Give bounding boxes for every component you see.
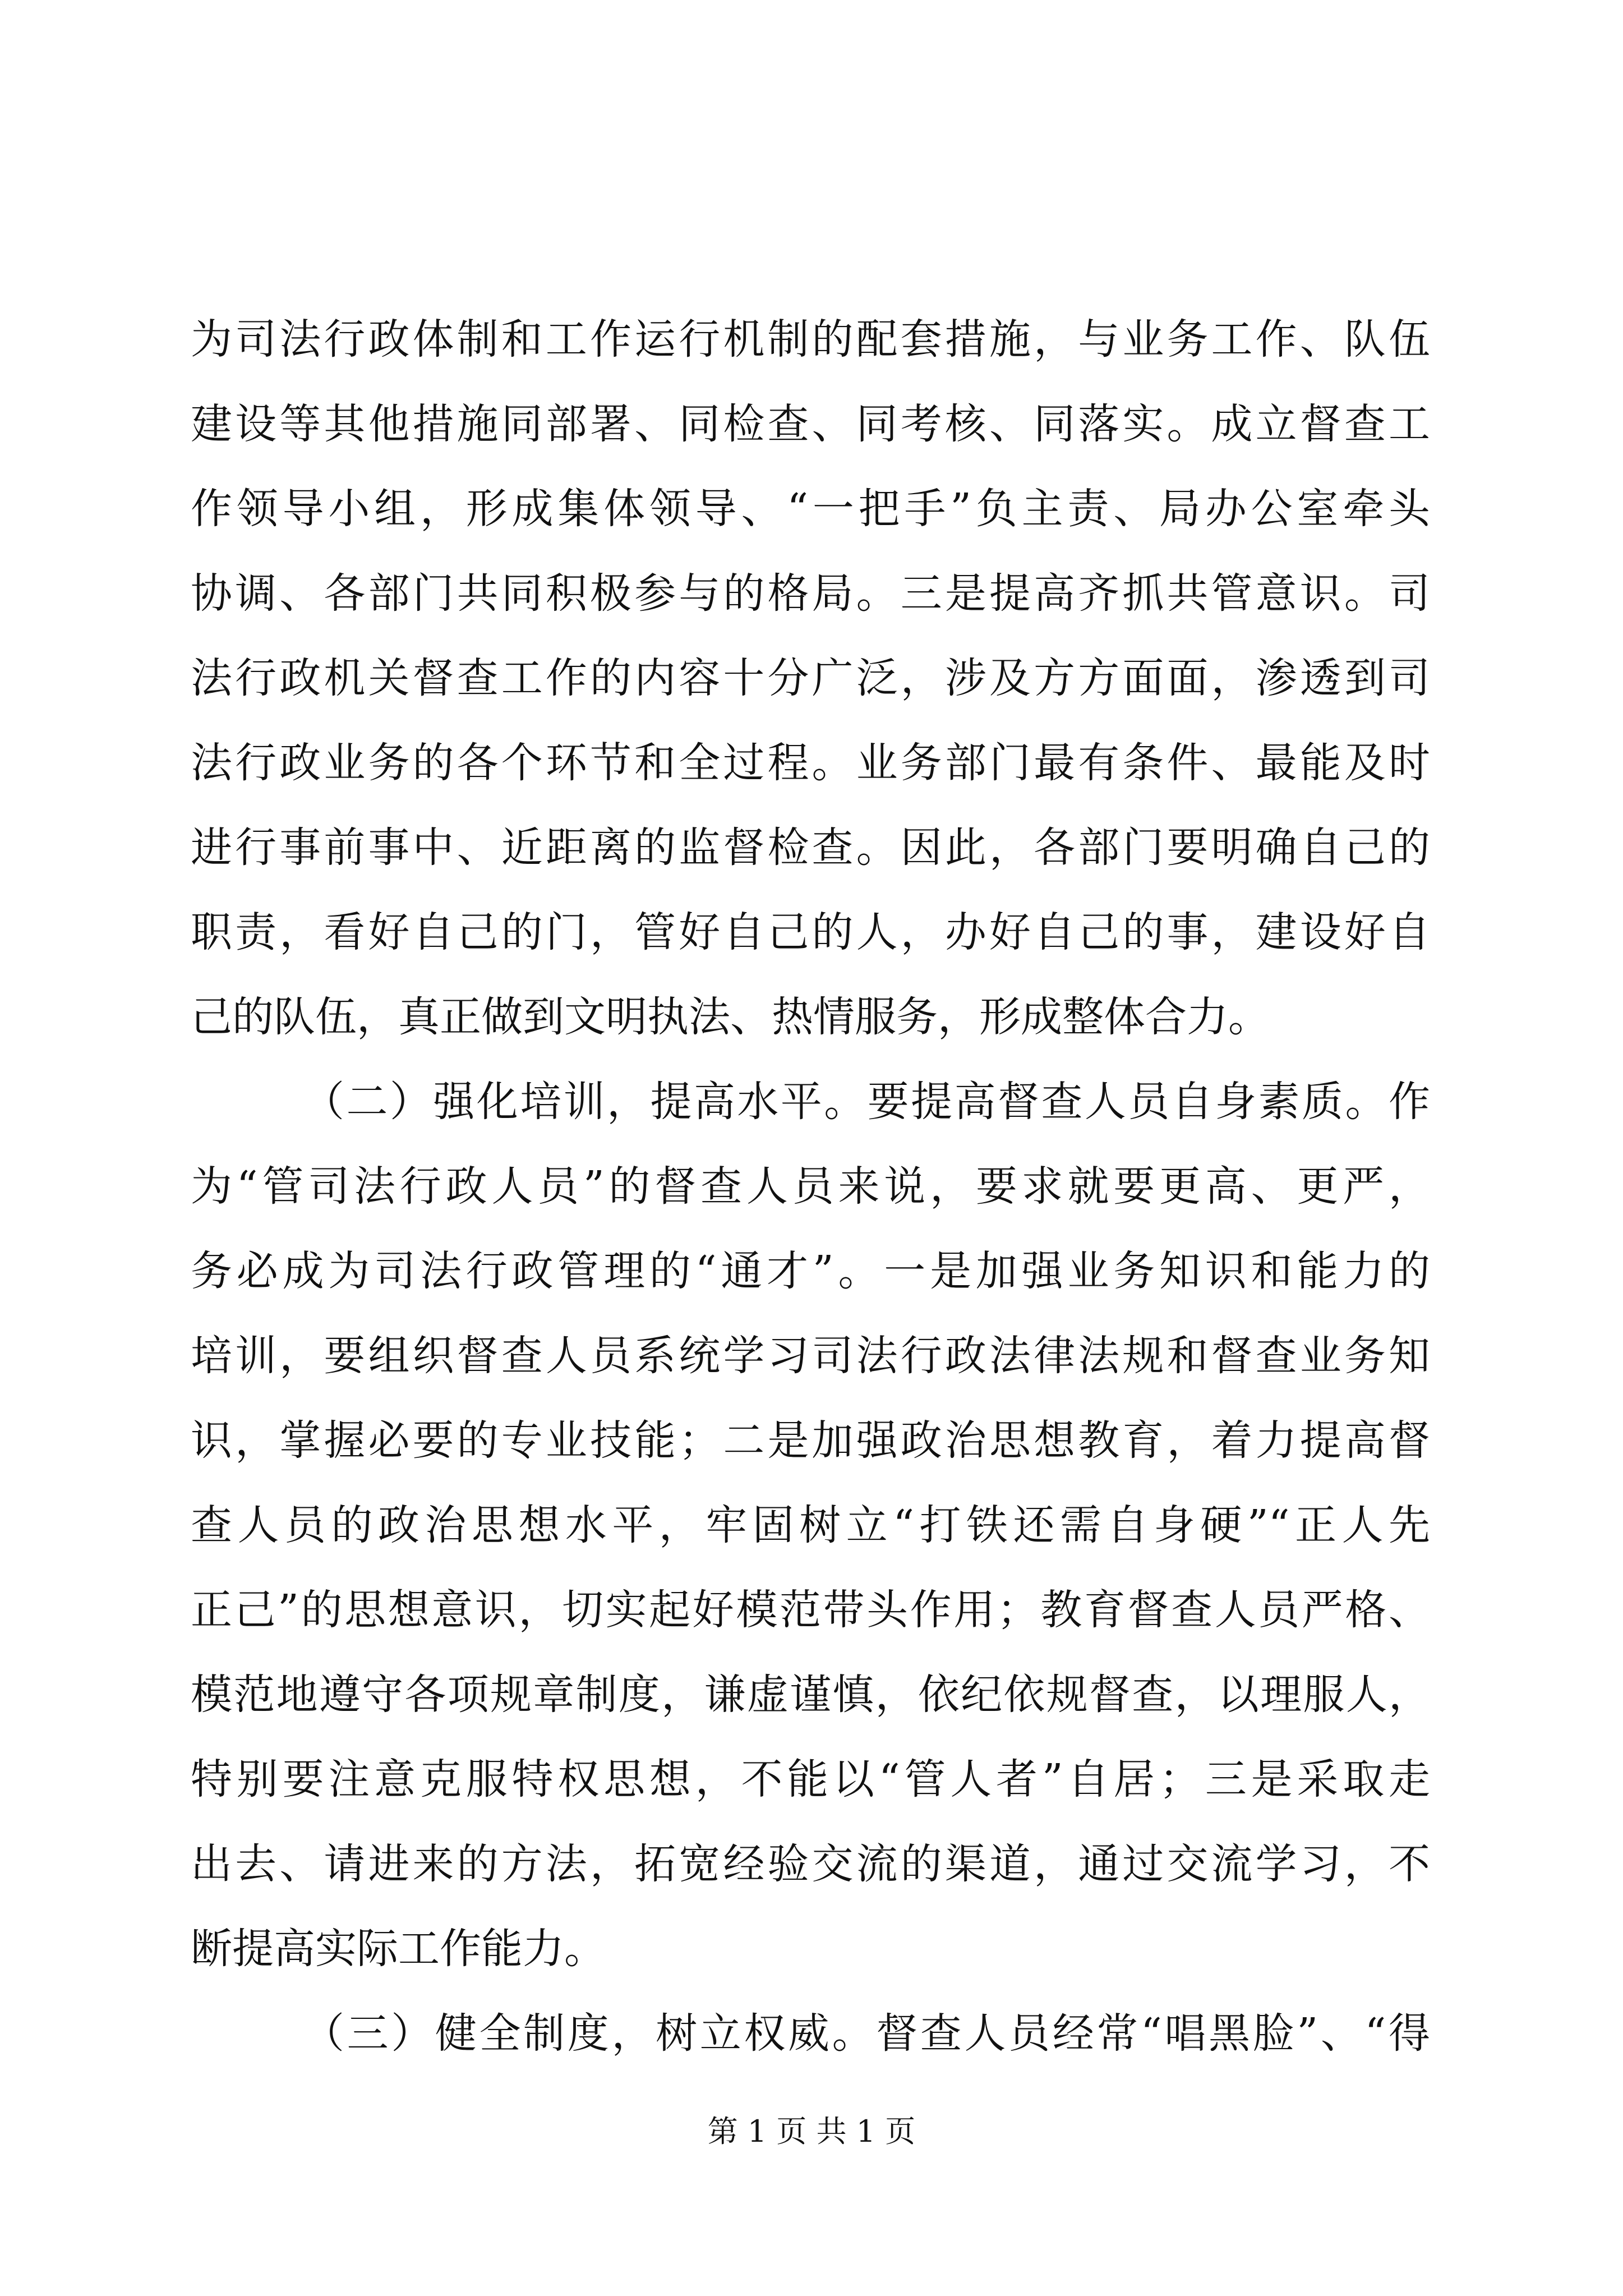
text-line: 建设等其他措施同部署、同检查、同考核、同落实。成立督查工 (191, 400, 1430, 448)
text-line: 职责，看好自己的门，管好自己的人，办好自己的事，建设好自 (191, 908, 1430, 956)
text-line: 法行政业务的各个环节和全过程。业务部门最有条件、最能及时 (191, 739, 1430, 787)
text-line: 为“管司法行政人员”的督查人员来说，要求就要更高、更严， (191, 1162, 1430, 1211)
text-line: 培训，要组织督查人员系统学习司法行政法律法规和督查业务知 (191, 1332, 1430, 1380)
text-line: 法行政机关督查工作的内容十分广泛，涉及方方面面，渗透到司 (191, 654, 1430, 702)
text-line: 进行事前事中、近距离的监督检查。因此，各部门要明确自己的 (191, 823, 1430, 872)
text-line: 正己”的思想意识，切实起好模范带头作用；教育督查人员严格、 (191, 1586, 1430, 1634)
text-line: 模范地遵守各项规章制度，谦虚谨慎，依纪依规督查，以理服人， (191, 1671, 1430, 1719)
page-footer: 第 1 页 共 1 页 (707, 2114, 916, 2149)
text-line: 协调、各部门共同积极参与的格局。三是提高齐抓共管意识。司 (191, 569, 1430, 618)
document-body (191, 297, 1430, 2076)
text-line: 为司法行政体制和工作运行机制的配套措施，与业务工作、队伍 (191, 315, 1430, 364)
section-heading-line: （三）健全制度，树立权威。督查人员经常“唱黑脸”、“得 (303, 2009, 1430, 2058)
text-line: 己的队伍，真正做到文明执法、热情服务，形成整体合力。 (191, 993, 1270, 1041)
text-line: 断提高实际工作能力。 (191, 1925, 606, 1973)
section-heading-line: （二）强化培训，提高水平。要提高督查人员自身素质。作 (303, 1078, 1430, 1126)
text-line: 务必成为司法行政管理的“通才”。一是加强业务知识和能力的 (191, 1247, 1430, 1295)
text-line: 查人员的政治思想水平，牢固树立“打铁还需自身硬”“正人先 (191, 1501, 1430, 1549)
text-line: 特别要注意克服特权思想，不能以“管人者”自居；三是采取走 (191, 1755, 1430, 1803)
text-line: 作领导小组，形成集体领导、“一把手”负主责、局办公室牵头 (191, 485, 1430, 533)
text-line: 出去、请进来的方法，拓宽经验交流的渠道，通过交流学习，不 (191, 1840, 1430, 1888)
text-line: 识，掌握必要的专业技能；二是加强政治思想教育，着力提高督 (191, 1416, 1430, 1465)
